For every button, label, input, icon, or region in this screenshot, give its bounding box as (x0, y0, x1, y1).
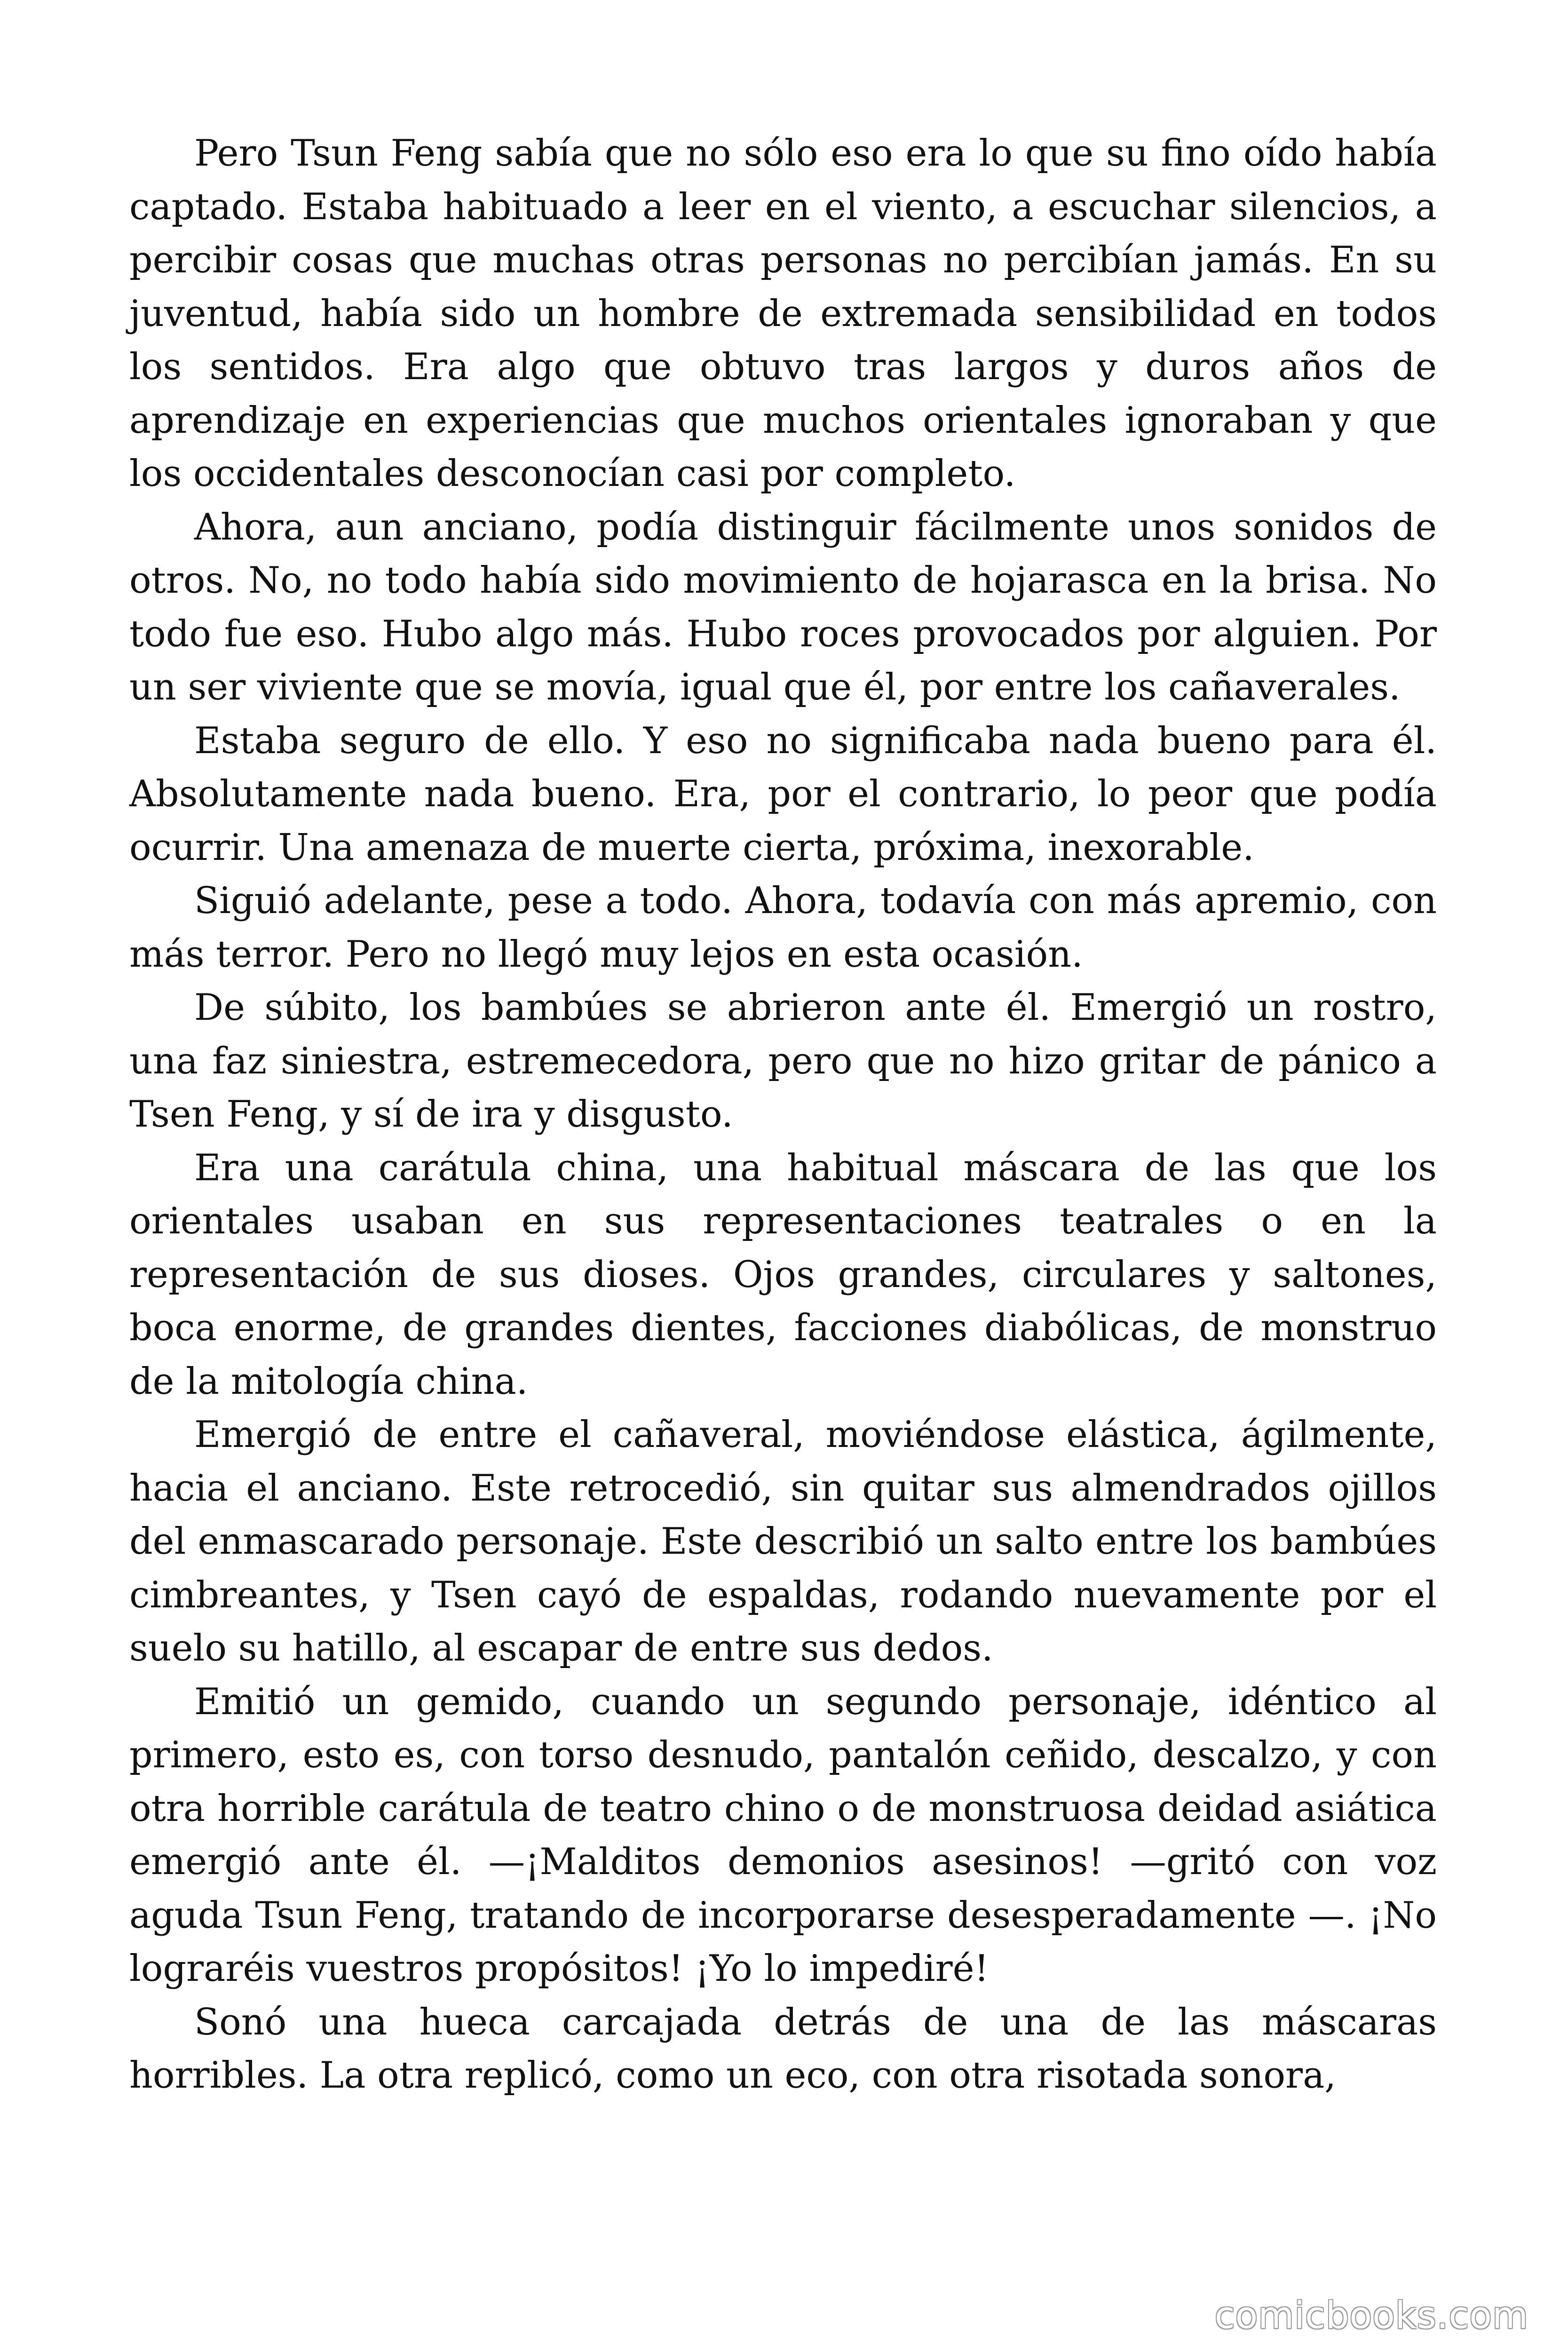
watermark: comicbooks.com (1214, 2295, 1528, 2337)
paragraph-2: Ahora, aun anciano, podía distinguir fácilmente unos sonidos de otros. No, no todo había sido movimiento de hojarasca en la brisa. No todo fue eso. Hubo algo más. Hubo roces provocados por alguien. Por un ser viviente que se movía, igual que él, por entre los cañaverales. (129, 506, 1437, 708)
paragraph-9: Sonó una hueca carcajada detrás de una de las máscaras horribles. La otra replicó, como un eco, con otra risotada sonora, (129, 2001, 1437, 2097)
paragraph-3: Estaba seguro de ello. Y eso no significaba nada bueno para él. Absolutamente nada bueno. Era, por el contrario, lo peor que podía ocurrir. Una amenaza de muerte cierta, próxima, inexorable. (129, 719, 1437, 869)
paragraph-6: Era una carátula china, una habitual máscara de las que los orientales usaban en sus representaciones teatrales o en la representación de sus dioses. Ojos grandes, circulares y saltones, boca enorme, de grandes dientes, facciones diabólicas, de monstruo de la mitología china. (129, 1146, 1437, 1403)
paragraph-4: Siguió adelante, pese a todo. Ahora, todavía con más apremio, con más terror. Pero no llegó muy lejos en esta ocasión. (129, 880, 1437, 976)
paragraph-8: Emitió un gemido, cuando un segundo personaje, idéntico al primero, esto es, con torso desnudo, pantalón ceñido, descalzo, y con otra horrible carátula de teatro chino o de monstruosa deidad asiática emergió ante él. —¡Malditos demonios asesinos! —gritó con voz aguda Tsun Feng, tratando de incorporarse desesperadamente —. ¡No lograréis vuestros propósitos! ¡Yo lo impediré! (129, 1680, 1437, 1990)
body-text (129, 127, 1437, 2103)
paragraph-7: Emergió de entre el cañaveral, moviéndose elástica, ágilmente, hacia el anciano. Este retrocedió, sin quitar sus almendrados ojillos del enmascarado personaje. Este describió un salto entre los bambúes cimbreantes, y Tsen cayó de espaldas, rodando nuevamente por el suelo su hatillo, al escapar de entre sus dedos. (129, 1414, 1437, 1669)
paragraph-5: De súbito, los bambúes se abrieron ante él. Emergió un rostro, una faz siniestra, estremecedora, pero que no hizo gritar de pánico a Tsen Feng, y sí de ira y disgusto. (129, 986, 1437, 1136)
paragraph-1: Pero Tsun Feng sabía que no sólo eso era lo que su fino oído había captado. Estaba habituado a leer en el viento, a escuchar silencios, a percibir cosas que muchas otras personas no percibían jamás. En su juventud, había sido un hombre de extremada sensibilidad en todos los sentidos. Era algo que obtuvo tras largos y duros años de aprendizaje en experiencias que muchos orientales ignoraban y que los occidentales desconocían casi por completo. (129, 132, 1437, 495)
